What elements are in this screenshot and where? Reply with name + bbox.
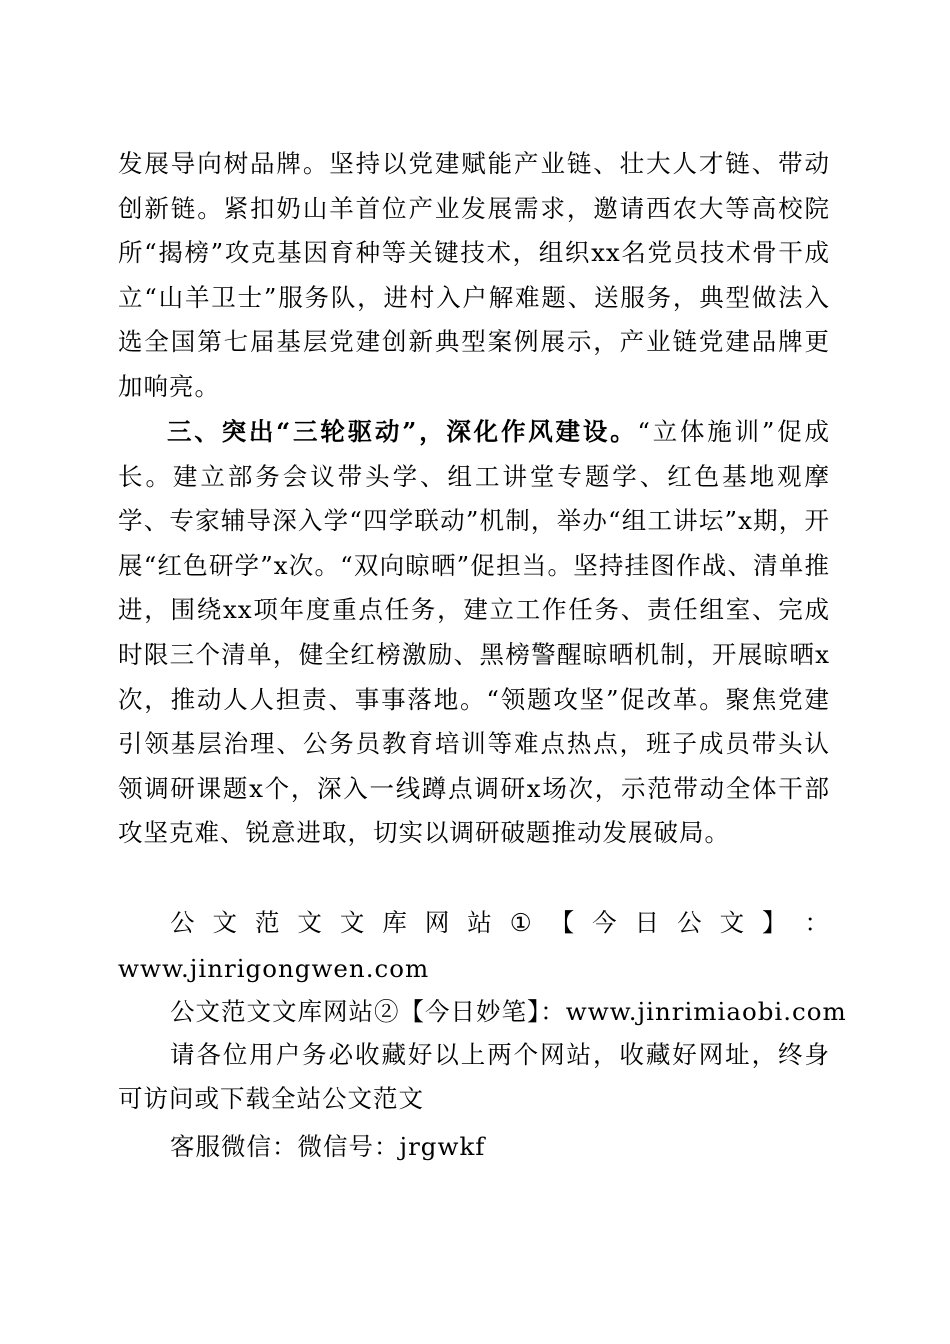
site-1-char: 【 [549, 908, 576, 937]
site-1-char: ① [509, 908, 533, 937]
site-1-url[interactable]: www.jinrigongwen.com [118, 954, 430, 983]
site-1-char: 公 [170, 908, 196, 937]
body-paragraph-1: 发展导向树品牌。坚持以党建赋能产业链、壮大人才链、带动创新链。紧扣奶山羊首位产业发展需求，邀请西农大等高校院所“揭榜”攻克基因育种等关键技术，组织xx名党员技术骨干成立“山羊卫士”服务队，进村入户解难题、送服务，典型做法入选全国第七届基层党建创新典型案例展示，产业链党建品牌更加响亮。 [118, 149, 830, 401]
site-1-title [118, 900, 830, 946]
site-1-char: 网 [424, 908, 451, 937]
site-1-char: 公 [677, 908, 703, 937]
site-1-char: 文 [212, 908, 238, 937]
site-1-char: 今 [592, 908, 618, 937]
body-paragraph-2 [118, 410, 830, 856]
site-1-char: 文 [297, 908, 323, 937]
section-body: “立体施训”促成长。建立部务会议带头学、组工讲堂专题学、红色基地观摩学、专家辅导深入学“四学联动”机制，举办“组工讲坛”x期，开展“红色研学”x次。“双向晾晒”促担当。坚持挂图作战、清单推进，围绕xx项年度重点任务，建立工作任务、责任组室、完成时限三个清单，健全红榜激励、黑榜警醒晾晒机制，开展晾晒x次，推动人人担责、事事落地。“领题攻坚”促改革。聚焦党建引领基层治理、公务员教育培训等难点热点，班子成员带头认领调研课题x个，深入一线蹲点调研x场次，示范带动全体干部攻坚克难、锐意进取，切实以调研破题推动发展破局。 [118, 417, 830, 848]
site-1-char: 】 [762, 908, 788, 937]
site-1-char: ： [804, 908, 830, 937]
customer-service-wechat: 客服微信：微信号：jrgwkf [170, 1132, 486, 1161]
site-1-char: 文 [339, 908, 366, 937]
site-1-char: 文 [719, 908, 746, 937]
site-2-line[interactable]: 公文范文文库网站②【今日妙笔】：www.jinrimiaobi.com [170, 997, 847, 1026]
site-1-char: 范 [254, 908, 281, 937]
site-1-char: 库 [382, 908, 408, 937]
bookmark-notice: 请各位用户务必收藏好以上两个网站，收藏好网址，终身可访问或下载全站公文范文 [118, 1040, 830, 1113]
section-heading: 三、突出“三轮驱动”，深化作风建设。 [167, 417, 638, 446]
site-1-char: 站 [467, 908, 493, 937]
site-1-line [118, 900, 830, 992]
site-1-char: 日 [634, 908, 661, 937]
